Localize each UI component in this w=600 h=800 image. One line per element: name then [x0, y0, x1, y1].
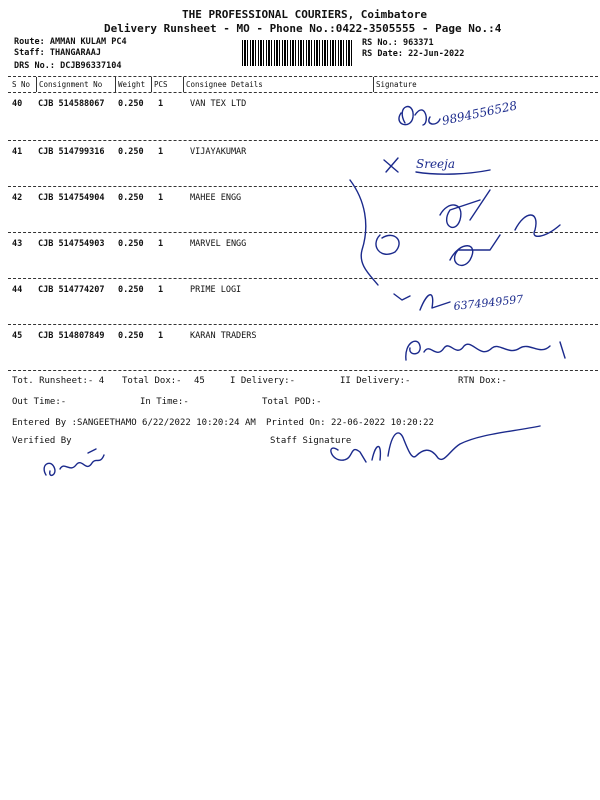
cell-sno: 40	[12, 99, 23, 109]
cell-sno: 44	[12, 285, 23, 295]
cell-sno: 42	[12, 193, 23, 203]
printed-on: Printed On: 22-06-2022 10:20:22	[266, 418, 434, 428]
i-delivery: I Delivery:-	[230, 376, 296, 386]
cell-pcs: 1	[158, 239, 164, 249]
route-label: Route:	[14, 37, 45, 47]
col-header-sno: S No	[12, 80, 31, 89]
col-divider	[151, 77, 152, 92]
route-field	[14, 37, 127, 47]
cell-consignment: CJB 514799316	[38, 147, 105, 157]
col-header-signature: Signature	[376, 80, 417, 89]
cell-weight: 0.250	[118, 193, 144, 203]
total-pod: Total POD:-	[262, 397, 322, 407]
cell-weight: 0.250	[118, 285, 144, 295]
signature-row-44	[390, 280, 570, 320]
total-runsheet: Tot. Runsheet:- 4	[12, 376, 105, 386]
cell-consignee: PRIME LOGI	[190, 285, 242, 295]
cell-sno: 43	[12, 239, 23, 249]
cell-weight: 0.250	[118, 99, 144, 109]
col-header-consignment: Consignment No	[39, 80, 103, 89]
rtn-dox: RTN Dox:-	[458, 376, 507, 386]
cell-consignee: KARAN TRADERS	[190, 331, 257, 341]
entered-by: Entered By :SANGEETHAMO 6/22/2022 10:20:24 AM	[12, 418, 256, 428]
header-top-rule	[8, 76, 598, 77]
rs-no-label: RS No.:	[362, 38, 398, 48]
rs-no-value: 963371	[402, 38, 434, 48]
cell-consignment: CJB 514754903	[38, 239, 105, 249]
barcode	[242, 40, 352, 66]
signature-phone-44: 6374949597	[452, 292, 524, 313]
in-time: In Time:-	[140, 397, 189, 407]
total-dox-value: 45	[194, 376, 205, 386]
signature-phone-40: 9894556528	[440, 98, 519, 128]
staff-value: THANGARAAJ	[49, 48, 102, 58]
signature-row-45	[400, 330, 580, 370]
total-dox-label: Total Dox:-	[122, 376, 182, 386]
col-header-consignee: Consignee Details	[186, 80, 263, 89]
rs-no-field	[362, 38, 434, 48]
signature-rows-42-43	[340, 180, 580, 290]
cell-pcs: 1	[158, 285, 164, 295]
cell-sno: 45	[12, 331, 23, 341]
cell-consignee: MAHEE ENGG	[190, 193, 242, 203]
row-rule	[8, 370, 598, 371]
signature-name-41: Sreeja	[416, 157, 456, 171]
staff-signature	[320, 420, 560, 475]
cell-consignee: VAN TEX LTD	[190, 99, 247, 109]
rs-date-label: RS Date:	[362, 49, 403, 59]
verified-by: Verified By	[12, 436, 72, 446]
staff-label: Staff:	[14, 48, 45, 58]
drs-field	[14, 61, 122, 71]
signature-row-41	[380, 148, 510, 178]
col-header-pcs: PCS	[154, 80, 168, 89]
col-divider	[36, 77, 37, 92]
signature-row-40	[385, 95, 555, 140]
row-rule	[8, 324, 598, 325]
cell-pcs: 1	[158, 331, 164, 341]
cell-consignment: CJB 514807849	[38, 331, 105, 341]
runsheet-title: Delivery Runsheet - MO - Phone No.:0422-3505555 - Page No.:4	[104, 22, 502, 35]
cell-consignment: CJB 514588067	[38, 99, 105, 109]
cell-consignee: VIJAYAKUMAR	[190, 147, 247, 157]
cell-weight: 0.250	[118, 331, 144, 341]
rs-date-value: 22-Jun-2022	[408, 49, 465, 59]
col-divider	[115, 77, 116, 92]
cell-weight: 0.250	[118, 147, 144, 157]
cell-weight: 0.250	[118, 239, 144, 249]
cell-sno: 41	[12, 147, 23, 157]
col-header-weight: Weight	[118, 80, 146, 89]
route-value: AMMAN KULAM PC4	[49, 37, 127, 47]
drs-value: DCJB96337104	[60, 61, 122, 71]
col-divider	[373, 77, 374, 92]
staff-signature-label: Staff Signature	[270, 436, 352, 446]
cell-consignee: MARVEL ENGG	[190, 239, 247, 249]
company-name: THE PROFESSIONAL COURIERS, Coimbatore	[182, 8, 428, 21]
rs-date-field	[362, 49, 464, 59]
cell-pcs: 1	[158, 193, 164, 203]
out-time: Out Time:-	[12, 397, 67, 407]
drs-label: DRS No.:	[14, 61, 55, 71]
verifier-signature	[38, 445, 118, 485]
cell-consignment: CJB 514754904	[38, 193, 105, 203]
ii-delivery: II Delivery:-	[340, 376, 411, 386]
staff-field	[14, 48, 101, 58]
col-divider	[183, 77, 184, 92]
row-rule	[8, 140, 598, 141]
header-bottom-rule	[8, 92, 598, 93]
cell-consignment: CJB 514774207	[38, 285, 105, 295]
cell-pcs: 1	[158, 147, 164, 157]
cell-pcs: 1	[158, 99, 164, 109]
